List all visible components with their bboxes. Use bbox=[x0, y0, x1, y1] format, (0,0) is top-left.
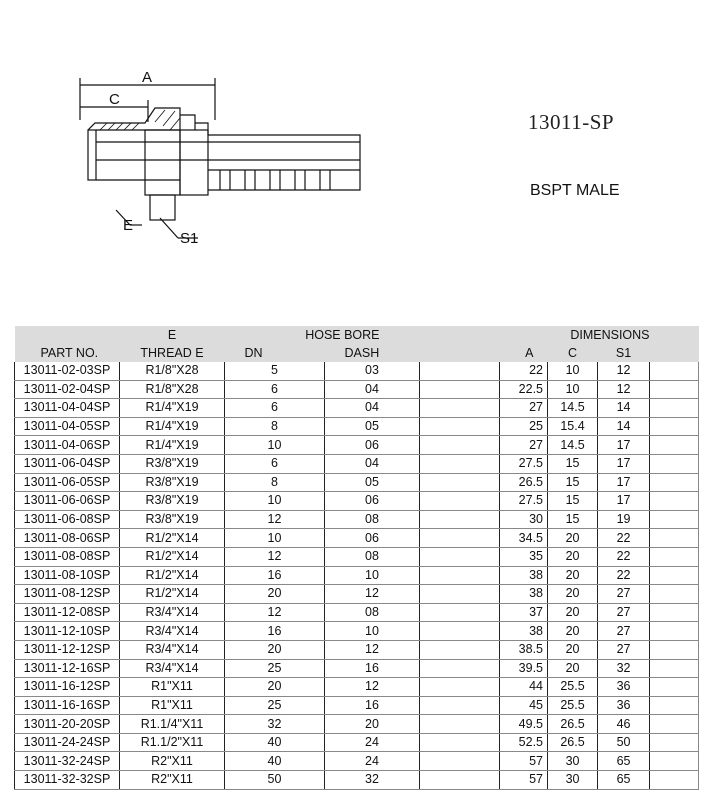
dn-cell: 40 bbox=[225, 752, 325, 771]
empty-end-cell bbox=[650, 547, 699, 566]
empty-end-cell bbox=[650, 603, 699, 622]
empty-cell bbox=[420, 529, 500, 548]
s1-cell: 27 bbox=[598, 603, 650, 622]
c-cell: 20 bbox=[548, 622, 598, 641]
dn-cell: 12 bbox=[225, 510, 325, 529]
header-s1: S1 bbox=[598, 344, 650, 362]
dn-cell: 16 bbox=[225, 566, 325, 585]
dn-cell: 6 bbox=[225, 380, 325, 399]
table-row bbox=[15, 529, 699, 548]
dn-cell: 8 bbox=[225, 473, 325, 492]
part-no-cell: 13011-12-12SP bbox=[15, 640, 120, 659]
a-cell: 49.5 bbox=[500, 715, 548, 734]
empty-end-cell bbox=[650, 380, 699, 399]
dn-cell: 20 bbox=[225, 585, 325, 604]
table-row bbox=[15, 492, 699, 511]
s1-cell: 36 bbox=[598, 696, 650, 715]
empty-cell bbox=[420, 771, 500, 790]
a-cell: 39.5 bbox=[500, 659, 548, 678]
a-cell: 27 bbox=[500, 399, 548, 418]
s1-cell: 27 bbox=[598, 585, 650, 604]
table-row bbox=[15, 417, 699, 436]
a-cell: 57 bbox=[500, 752, 548, 771]
c-cell: 15.4 bbox=[548, 417, 598, 436]
empty-cell bbox=[420, 417, 500, 436]
part-no-cell: 13011-06-08SP bbox=[15, 510, 120, 529]
table-row bbox=[15, 547, 699, 566]
part-no-cell: 13011-08-06SP bbox=[15, 529, 120, 548]
thread-cell: R1/4"X19 bbox=[120, 436, 225, 455]
table-row bbox=[15, 659, 699, 678]
part-no-cell: 13011-24-24SP bbox=[15, 733, 120, 752]
thread-cell: R3/8"X19 bbox=[120, 473, 225, 492]
empty-end-cell bbox=[650, 771, 699, 790]
part-no-cell: 13011-08-12SP bbox=[15, 585, 120, 604]
thread-cell: R1"X11 bbox=[120, 696, 225, 715]
empty-end-cell bbox=[650, 659, 699, 678]
dn-cell: 25 bbox=[225, 696, 325, 715]
part-no-cell: 13011-06-06SP bbox=[15, 492, 120, 511]
dash-cell: 10 bbox=[325, 622, 420, 641]
empty-cell bbox=[420, 362, 500, 380]
header-thread: THREAD E bbox=[120, 344, 225, 362]
c-cell: 20 bbox=[548, 603, 598, 622]
c-cell: 25.5 bbox=[548, 678, 598, 697]
dash-cell: 20 bbox=[325, 715, 420, 734]
dash-cell: 06 bbox=[325, 529, 420, 548]
s1-cell: 12 bbox=[598, 362, 650, 380]
s1-cell: 65 bbox=[598, 752, 650, 771]
table-row bbox=[15, 752, 699, 771]
s1-cell: 22 bbox=[598, 529, 650, 548]
a-cell: 27 bbox=[500, 436, 548, 455]
header-dimensions: DIMENSIONS bbox=[500, 326, 650, 344]
table-row bbox=[15, 640, 699, 659]
c-cell: 20 bbox=[548, 566, 598, 585]
dim-s1-label: S1 bbox=[180, 230, 199, 247]
empty-cell bbox=[420, 603, 500, 622]
empty-cell bbox=[420, 678, 500, 697]
empty-cell bbox=[420, 622, 500, 641]
s1-cell: 12 bbox=[598, 380, 650, 399]
empty-end-cell bbox=[650, 752, 699, 771]
a-cell: 52.5 bbox=[500, 733, 548, 752]
thread-cell: R1/2"X14 bbox=[120, 566, 225, 585]
empty-cell bbox=[420, 436, 500, 455]
s1-cell: 17 bbox=[598, 436, 650, 455]
part-no-cell: 13011-04-05SP bbox=[15, 417, 120, 436]
c-cell: 20 bbox=[548, 640, 598, 659]
a-cell: 27.5 bbox=[500, 492, 548, 511]
thread-cell: R1"X11 bbox=[120, 678, 225, 697]
a-cell: 22 bbox=[500, 362, 548, 380]
spec-table bbox=[14, 326, 699, 790]
header-part-no: PART NO. bbox=[15, 344, 120, 362]
empty-end-cell bbox=[650, 473, 699, 492]
dn-cell: 12 bbox=[225, 547, 325, 566]
thread-cell: R1/8"X28 bbox=[120, 362, 225, 380]
dash-cell: 05 bbox=[325, 473, 420, 492]
table-header-row-1 bbox=[15, 326, 699, 344]
s1-cell: 14 bbox=[598, 399, 650, 418]
dash-cell: 12 bbox=[325, 585, 420, 604]
dash-cell: 12 bbox=[325, 678, 420, 697]
a-cell: 26.5 bbox=[500, 473, 548, 492]
dash-cell: 08 bbox=[325, 510, 420, 529]
table-row bbox=[15, 380, 699, 399]
dim-c-label: C bbox=[109, 91, 120, 108]
s1-cell: 17 bbox=[598, 454, 650, 473]
dash-cell: 24 bbox=[325, 733, 420, 752]
empty-end-cell bbox=[650, 529, 699, 548]
table-row bbox=[15, 733, 699, 752]
s1-cell: 27 bbox=[598, 622, 650, 641]
part-no-cell: 13011-04-04SP bbox=[15, 399, 120, 418]
empty-end-cell bbox=[650, 399, 699, 418]
empty-cell bbox=[420, 733, 500, 752]
table-row bbox=[15, 566, 699, 585]
empty-cell bbox=[420, 752, 500, 771]
dash-cell: 03 bbox=[325, 362, 420, 380]
dash-cell: 10 bbox=[325, 566, 420, 585]
dash-cell: 16 bbox=[325, 696, 420, 715]
table-row bbox=[15, 510, 699, 529]
s1-cell: 22 bbox=[598, 566, 650, 585]
a-cell: 34.5 bbox=[500, 529, 548, 548]
s1-cell: 14 bbox=[598, 417, 650, 436]
thread-cell: R1.1/4"X11 bbox=[120, 715, 225, 734]
table-header-row-2 bbox=[15, 344, 699, 362]
dash-cell: 32 bbox=[325, 771, 420, 790]
part-no-cell: 13011-02-03SP bbox=[15, 362, 120, 380]
a-cell: 27.5 bbox=[500, 454, 548, 473]
a-cell: 30 bbox=[500, 510, 548, 529]
dn-cell: 20 bbox=[225, 678, 325, 697]
dn-cell: 6 bbox=[225, 454, 325, 473]
s1-cell: 17 bbox=[598, 492, 650, 511]
dash-cell: 04 bbox=[325, 380, 420, 399]
empty-cell bbox=[420, 715, 500, 734]
a-cell: 38.5 bbox=[500, 640, 548, 659]
thread-cell: R1/8"X28 bbox=[120, 380, 225, 399]
empty-cell bbox=[420, 585, 500, 604]
table-row bbox=[15, 362, 699, 380]
c-cell: 20 bbox=[548, 659, 598, 678]
s1-cell: 27 bbox=[598, 640, 650, 659]
a-cell: 38 bbox=[500, 622, 548, 641]
thread-cell: R3/4"X14 bbox=[120, 622, 225, 641]
part-no-cell: 13011-04-06SP bbox=[15, 436, 120, 455]
a-cell: 45 bbox=[500, 696, 548, 715]
dn-cell: 10 bbox=[225, 492, 325, 511]
part-no-cell: 13011-32-32SP bbox=[15, 771, 120, 790]
a-cell: 38 bbox=[500, 585, 548, 604]
dn-cell: 10 bbox=[225, 529, 325, 548]
empty-end-cell bbox=[650, 362, 699, 380]
thread-cell: R3/8"X19 bbox=[120, 454, 225, 473]
empty-cell bbox=[420, 696, 500, 715]
dash-cell: 08 bbox=[325, 547, 420, 566]
c-cell: 10 bbox=[548, 380, 598, 399]
empty-end-cell bbox=[650, 566, 699, 585]
dn-cell: 10 bbox=[225, 436, 325, 455]
c-cell: 30 bbox=[548, 771, 598, 790]
empty-end-cell bbox=[650, 492, 699, 511]
c-cell: 15 bbox=[548, 510, 598, 529]
table-row bbox=[15, 454, 699, 473]
c-cell: 20 bbox=[548, 547, 598, 566]
empty-cell bbox=[420, 640, 500, 659]
thread-cell: R2"X11 bbox=[120, 771, 225, 790]
dn-cell: 6 bbox=[225, 399, 325, 418]
part-no-cell: 13011-32-24SP bbox=[15, 752, 120, 771]
header-hose-bore: HOSE BORE bbox=[225, 326, 420, 344]
dash-cell: 06 bbox=[325, 492, 420, 511]
thread-cell: R3/4"X14 bbox=[120, 640, 225, 659]
dn-cell: 32 bbox=[225, 715, 325, 734]
part-no-cell: 13011-06-04SP bbox=[15, 454, 120, 473]
dash-cell: 05 bbox=[325, 417, 420, 436]
empty-cell bbox=[420, 492, 500, 511]
empty-cell bbox=[420, 473, 500, 492]
table-row bbox=[15, 715, 699, 734]
header-c: C bbox=[548, 344, 598, 362]
table-row bbox=[15, 436, 699, 455]
c-cell: 25.5 bbox=[548, 696, 598, 715]
dash-cell: 12 bbox=[325, 640, 420, 659]
dash-cell: 08 bbox=[325, 603, 420, 622]
thread-type: BSPT MALE bbox=[530, 182, 620, 199]
empty-end-cell bbox=[650, 696, 699, 715]
thread-cell: R1.1/2"X11 bbox=[120, 733, 225, 752]
thread-cell: R3/8"X19 bbox=[120, 492, 225, 511]
s1-cell: 46 bbox=[598, 715, 650, 734]
dash-cell: 04 bbox=[325, 399, 420, 418]
dim-a-label: A bbox=[142, 69, 153, 86]
model-code: 13011-SP bbox=[528, 110, 615, 134]
dash-cell: 16 bbox=[325, 659, 420, 678]
part-no-cell: 13011-12-16SP bbox=[15, 659, 120, 678]
header-dn: DN bbox=[225, 344, 325, 362]
header-a: A bbox=[500, 344, 548, 362]
table-row bbox=[15, 678, 699, 697]
dn-cell: 12 bbox=[225, 603, 325, 622]
part-no-cell: 13011-16-16SP bbox=[15, 696, 120, 715]
s1-cell: 36 bbox=[598, 678, 650, 697]
thread-cell: R3/4"X14 bbox=[120, 659, 225, 678]
part-no-cell: 13011-08-08SP bbox=[15, 547, 120, 566]
dn-cell: 5 bbox=[225, 362, 325, 380]
empty-cell bbox=[420, 380, 500, 399]
part-no-cell: 13011-20-20SP bbox=[15, 715, 120, 734]
dn-cell: 40 bbox=[225, 733, 325, 752]
empty-end-cell bbox=[650, 585, 699, 604]
c-cell: 15 bbox=[548, 454, 598, 473]
table-row bbox=[15, 473, 699, 492]
part-no-cell: 13011-12-08SP bbox=[15, 603, 120, 622]
dash-cell: 04 bbox=[325, 454, 420, 473]
part-no-cell: 13011-16-12SP bbox=[15, 678, 120, 697]
a-cell: 25 bbox=[500, 417, 548, 436]
a-cell: 57 bbox=[500, 771, 548, 790]
empty-cell bbox=[420, 510, 500, 529]
dn-cell: 25 bbox=[225, 659, 325, 678]
s1-cell: 19 bbox=[598, 510, 650, 529]
s1-cell: 17 bbox=[598, 473, 650, 492]
table-row bbox=[15, 696, 699, 715]
table-row bbox=[15, 603, 699, 622]
c-cell: 14.5 bbox=[548, 399, 598, 418]
a-cell: 35 bbox=[500, 547, 548, 566]
s1-cell: 22 bbox=[598, 547, 650, 566]
thread-cell: R3/8"X19 bbox=[120, 510, 225, 529]
c-cell: 20 bbox=[548, 529, 598, 548]
part-no-cell: 13011-06-05SP bbox=[15, 473, 120, 492]
thread-cell: R1/4"X19 bbox=[120, 417, 225, 436]
s1-cell: 65 bbox=[598, 771, 650, 790]
table-row bbox=[15, 585, 699, 604]
thread-cell: R1/4"X19 bbox=[120, 399, 225, 418]
empty-cell bbox=[420, 454, 500, 473]
thread-cell: R1/2"X14 bbox=[120, 547, 225, 566]
dn-cell: 20 bbox=[225, 640, 325, 659]
dn-cell: 16 bbox=[225, 622, 325, 641]
empty-end-cell bbox=[650, 436, 699, 455]
dn-cell: 50 bbox=[225, 771, 325, 790]
empty-cell bbox=[420, 547, 500, 566]
header-dash: DASH bbox=[325, 344, 420, 362]
dn-cell: 8 bbox=[225, 417, 325, 436]
empty-cell bbox=[420, 566, 500, 585]
thread-cell: R2"X11 bbox=[120, 752, 225, 771]
empty-end-cell bbox=[650, 678, 699, 697]
a-cell: 22.5 bbox=[500, 380, 548, 399]
a-cell: 37 bbox=[500, 603, 548, 622]
a-cell: 44 bbox=[500, 678, 548, 697]
c-cell: 26.5 bbox=[548, 715, 598, 734]
part-no-cell: 13011-02-04SP bbox=[15, 380, 120, 399]
table-row bbox=[15, 399, 699, 418]
dim-e-label: E bbox=[123, 217, 134, 234]
c-cell: 14.5 bbox=[548, 436, 598, 455]
c-cell: 26.5 bbox=[548, 733, 598, 752]
c-cell: 10 bbox=[548, 362, 598, 380]
s1-cell: 32 bbox=[598, 659, 650, 678]
part-no-cell: 13011-12-10SP bbox=[15, 622, 120, 641]
empty-cell bbox=[420, 399, 500, 418]
empty-end-cell bbox=[650, 454, 699, 473]
c-cell: 15 bbox=[548, 492, 598, 511]
empty-cell bbox=[420, 659, 500, 678]
c-cell: 15 bbox=[548, 473, 598, 492]
empty-end-cell bbox=[650, 622, 699, 641]
s1-cell: 50 bbox=[598, 733, 650, 752]
thread-cell: R3/4"X14 bbox=[120, 603, 225, 622]
c-cell: 30 bbox=[548, 752, 598, 771]
fitting-drawing bbox=[60, 60, 380, 260]
empty-end-cell bbox=[650, 510, 699, 529]
empty-end-cell bbox=[650, 715, 699, 734]
c-cell: 20 bbox=[548, 585, 598, 604]
table-row bbox=[15, 771, 699, 790]
dash-cell: 24 bbox=[325, 752, 420, 771]
dash-cell: 06 bbox=[325, 436, 420, 455]
part-no-cell: 13011-08-10SP bbox=[15, 566, 120, 585]
empty-end-cell bbox=[650, 640, 699, 659]
table-row bbox=[15, 622, 699, 641]
thread-cell: R1/2"X14 bbox=[120, 585, 225, 604]
thread-cell: R1/2"X14 bbox=[120, 529, 225, 548]
empty-end-cell bbox=[650, 733, 699, 752]
header-e: E bbox=[120, 326, 225, 344]
a-cell: 38 bbox=[500, 566, 548, 585]
empty-end-cell bbox=[650, 417, 699, 436]
